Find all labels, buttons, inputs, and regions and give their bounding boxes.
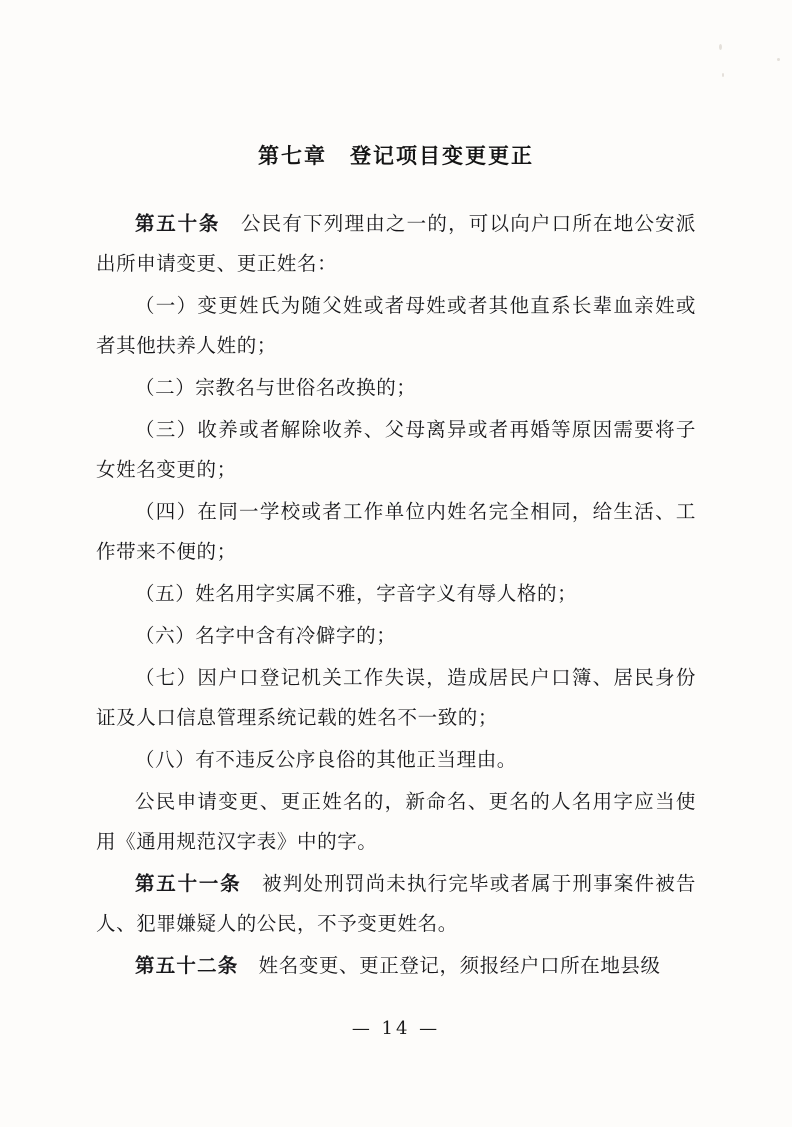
article-label: 第五十一条 — [135, 872, 242, 895]
paragraph-item-5 — [96, 574, 696, 614]
paragraph-naming-rule — [96, 782, 696, 862]
paragraph-text: 姓名变更、更正登记，须报经户口所在地县级 — [238, 954, 661, 977]
paragraph-text: （三）收养或者解除收养、父母离异或者再婚等原因需要将子女姓名变更的； — [96, 418, 696, 481]
article-label: 第五十条 — [135, 212, 221, 235]
scan-speck — [722, 73, 724, 77]
paragraph-item-7 — [96, 658, 696, 738]
paragraph-item-2 — [96, 368, 696, 408]
paragraph-text: （一）变更姓氏为随父姓或者母姓或者其他直系长辈血亲姓或者其他扶养人姓的； — [96, 294, 696, 357]
paragraph-article-50 — [96, 204, 696, 284]
paragraph-text: 被判处刑罚尚未执行完毕或者属于刑事案件被告人、犯罪嫌疑人的公民，不予变更姓名。 — [96, 872, 696, 935]
paragraph-text: 公民有下列理由之一的，可以向户口所在地公安派出所申请变更、更正姓名： — [96, 212, 696, 275]
scan-speck — [777, 58, 780, 61]
paragraph-text: （六）名字中含有冷僻字的； — [135, 624, 397, 647]
document-body — [96, 140, 696, 988]
page-number: — 14 — — [351, 1018, 441, 1039]
paragraph-text: 公民申请变更、更正姓名的，新命名、更名的人名用字应当使用《通用规范汉字表》中的字。 — [96, 790, 696, 853]
paragraph-article-52 — [96, 946, 696, 986]
paragraph-article-51 — [96, 864, 696, 944]
paragraph-item-3 — [96, 410, 696, 490]
article-label: 第五十二条 — [135, 954, 239, 977]
paragraph-text: （八）有不违反公序良俗的其他正当理由。 — [135, 748, 517, 771]
paragraph-text: （四）在同一学校或者工作单位内姓名完全相同，给生活、工作带来不便的； — [96, 500, 696, 563]
paragraph-text: （五）姓名用字实属不雅，字音字义有辱人格的； — [135, 582, 578, 605]
scan-speck — [719, 44, 722, 50]
paragraph-item-4 — [96, 492, 696, 572]
paragraph-item-1 — [96, 286, 696, 366]
chapter-title: 第七章 登记项目变更更正 — [258, 143, 534, 168]
paragraph-item-6 — [96, 616, 696, 656]
paragraph-item-8 — [96, 740, 696, 780]
paragraph-text: （二）宗教名与世俗名改换的； — [135, 376, 417, 399]
paragraph-text: （七）因户口登记机关工作失误，造成居民户口簿、居民身份证及人口信息管理系统记载的姓名不一致的； — [96, 666, 696, 729]
